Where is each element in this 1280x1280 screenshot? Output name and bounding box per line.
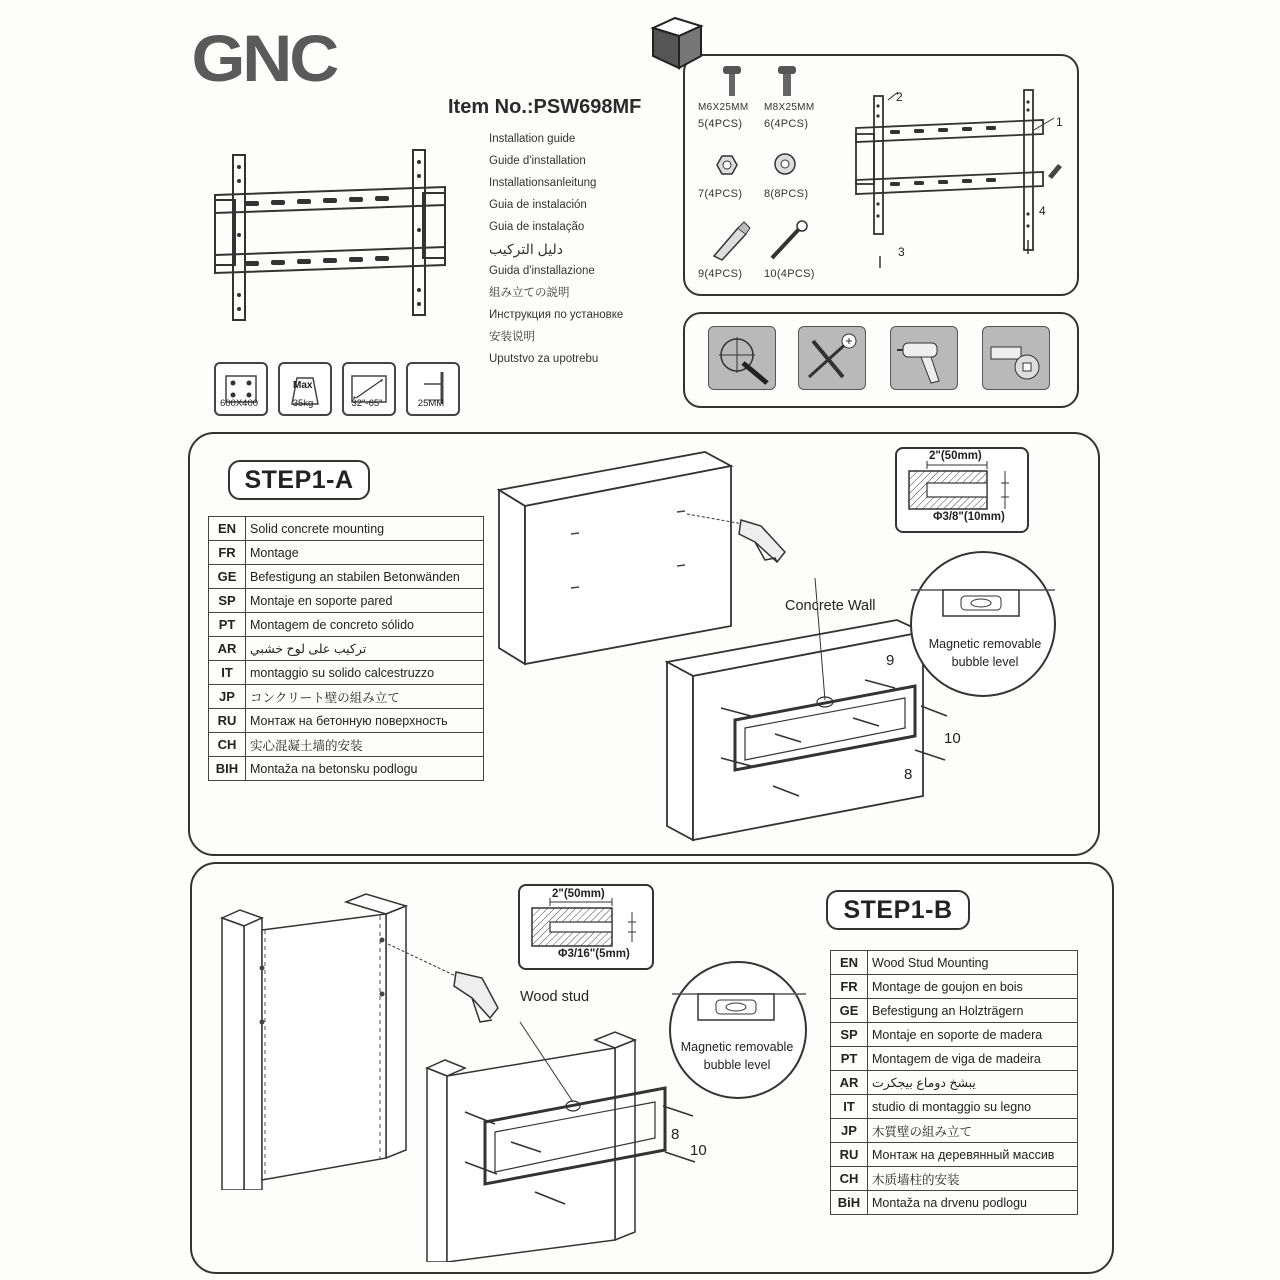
bubble-level-line2-a: bubble level <box>951 655 1019 669</box>
table-row <box>831 1023 1078 1047</box>
lang-text: Montage <box>246 541 484 565</box>
bracket-product-image <box>205 145 455 325</box>
table-row <box>209 589 484 613</box>
table-row <box>209 613 484 637</box>
part-7-qty: 7(4PCS) <box>698 188 743 200</box>
lang-code: EN <box>209 517 246 541</box>
lang-code: PT <box>209 613 246 637</box>
bracket-callout-2: 2 <box>896 90 903 104</box>
item-number: Item No.:PSW698MF <box>448 96 642 118</box>
guide-title-pt: Guia de instalação <box>489 221 585 233</box>
guide-title-ar: دليل التركيب <box>489 241 563 257</box>
lang-text: Befestigung an Holzträgern <box>868 999 1078 1023</box>
table-row <box>209 709 484 733</box>
table-row <box>209 685 484 709</box>
lang-code: SP <box>209 589 246 613</box>
spec-vesa-label: 600X400 <box>219 398 259 409</box>
wall-anchor-icon <box>706 218 752 262</box>
lang-text: Montaža na betonsku podlogu <box>246 757 484 781</box>
brand-logo: GNC <box>191 21 337 95</box>
guide-title-de: Installationsanleitung <box>489 177 597 189</box>
drill-depth-box-a <box>895 447 1029 533</box>
bubble-level-line2-b: bubble level <box>703 1058 771 1072</box>
lang-code: AR <box>831 1071 868 1095</box>
lang-code: EN <box>831 951 868 975</box>
guide-title-it: Guida d'installazione <box>489 265 595 277</box>
table-row <box>209 637 484 661</box>
table-row <box>831 1071 1078 1095</box>
part-5-qty: 5(4PCS) <box>698 118 743 130</box>
power-drill-icon <box>890 326 958 390</box>
package-box-icon <box>645 10 709 74</box>
part-6-qty: 6(4PCS) <box>764 118 809 130</box>
lang-code: FR <box>209 541 246 565</box>
lang-text: تركيب على لوح خشبي <box>246 637 484 661</box>
drill-diameter-label-a: Φ3/8"(10mm) <box>933 511 1005 523</box>
drill-depth-label-b: 2"(50mm) <box>552 888 605 900</box>
step1a-title: STEP1-A <box>228 460 370 500</box>
spec-depth-label: 25MM <box>417 398 445 409</box>
bracket-callout-1: 1 <box>1056 115 1063 129</box>
part-5-size: M6X25MM <box>698 102 749 113</box>
table-row <box>831 1095 1078 1119</box>
lang-code: SP <box>831 1023 868 1047</box>
table-row <box>831 1167 1078 1191</box>
callout-8: 8 <box>904 766 913 783</box>
nut-icon <box>712 152 742 178</box>
table-row <box>209 541 484 565</box>
spec-size-label: 32"-65" <box>351 398 383 409</box>
bracket-callout-4: 4 <box>1039 204 1046 218</box>
table-row <box>209 733 484 757</box>
lang-code: PT <box>831 1047 868 1071</box>
table-row <box>831 1047 1078 1071</box>
callout-10: 10 <box>944 730 961 747</box>
lang-code: BiH <box>831 1191 868 1215</box>
table-row <box>209 517 484 541</box>
spec-load-label: 35kg <box>292 398 314 409</box>
table-row <box>209 565 484 589</box>
part-8-qty: 8(8PCS) <box>764 188 809 200</box>
lang-code: AR <box>209 637 246 661</box>
lang-code: IT <box>831 1095 868 1119</box>
lang-text: Montaje en soporte pared <box>246 589 484 613</box>
lang-text: Montaje en soporte de madera <box>868 1023 1078 1047</box>
lang-code: GE <box>209 565 246 589</box>
table-row <box>831 1191 1078 1215</box>
table-row <box>209 757 484 781</box>
bubble-level-label-b <box>672 1038 802 1074</box>
guide-title-en: Installation guide <box>489 133 576 145</box>
bubble-level-zoom-b <box>662 958 816 1102</box>
bubble-level-label-a <box>919 635 1051 671</box>
lang-text: montaggio su solido calcestruzzo <box>246 661 484 685</box>
drill-depth-box-b <box>518 884 654 970</box>
guide-title-ru: Инструкция по установке <box>489 309 624 321</box>
lang-text: Montagem de concreto sólido <box>246 613 484 637</box>
bubble-level-zoom-a <box>905 550 1065 700</box>
bubble-level-line1-a: Magnetic removable <box>928 637 1042 651</box>
part-6-size: M8X25MM <box>764 102 815 113</box>
lang-text: studio di montaggio su legno <box>868 1095 1078 1119</box>
guide-language-list <box>489 128 689 370</box>
step1b-language-table <box>830 950 1078 1215</box>
lang-code: JP <box>831 1119 868 1143</box>
lang-code: BIH <box>209 757 246 781</box>
guide-title-ch: 安装说明 <box>489 331 535 343</box>
lang-text: يبشخ دوماع بيجكرت <box>868 1071 1078 1095</box>
lang-text: Befestigung an stabilen Betonwänden <box>246 565 484 589</box>
lang-code: RU <box>831 1143 868 1167</box>
lang-text: Montaža na drvenu podlogu <box>868 1191 1078 1215</box>
guide-title-bih: Uputstvo za upotrebu <box>489 353 599 365</box>
max-badge: Max <box>293 380 313 391</box>
guide-title-jp: 組み立ての説明 <box>489 287 570 299</box>
table-row <box>831 1143 1078 1167</box>
step1a-language-table <box>208 516 484 781</box>
table-row <box>831 1119 1078 1143</box>
screwdriver-wrench-icon <box>798 326 866 390</box>
lang-text: Монтаж на деревянный массив <box>868 1143 1078 1167</box>
level-tape-icon <box>982 326 1050 390</box>
mark-tool-icon <box>708 326 776 390</box>
bubble-level-line1-b: Magnetic removable <box>680 1040 794 1054</box>
lang-text: コンクリート壁の組み立て <box>246 685 484 709</box>
bolt-m6-icon <box>718 64 748 100</box>
drill-depth-label-a: 2"(50mm) <box>929 450 982 462</box>
lag-screw-icon <box>764 218 810 262</box>
table-row <box>831 975 1078 999</box>
part-10-qty: 10(4PCS) <box>764 268 815 280</box>
lang-code: CH <box>209 733 246 757</box>
washer-icon <box>770 150 800 178</box>
guide-title-fr: Guide d'installation <box>489 155 586 167</box>
lang-code: JP <box>209 685 246 709</box>
lang-code: FR <box>831 975 868 999</box>
bolt-m8-icon <box>773 64 803 100</box>
lang-text: 实心混凝土墙的安装 <box>246 733 484 757</box>
wood-callout-10: 10 <box>690 1142 707 1159</box>
wood-callout-8: 8 <box>671 1126 680 1143</box>
part-9-qty: 9(4PCS) <box>698 268 743 280</box>
lang-code: RU <box>209 709 246 733</box>
lang-text: 木质墙柱的安装 <box>868 1167 1078 1191</box>
bracket-callout-3: 3 <box>898 245 905 259</box>
lang-text: Montagem de viga de madeira <box>868 1047 1078 1071</box>
lang-text: Montage de goujon en bois <box>868 975 1078 999</box>
lang-text: 木質壁の組み立て <box>868 1119 1078 1143</box>
lang-text: Solid concrete mounting <box>246 517 484 541</box>
lang-text: Монтаж на бетонную поверхность <box>246 709 484 733</box>
table-row <box>209 661 484 685</box>
drill-diameter-label-b: Φ3/16"(5mm) <box>558 948 630 960</box>
guide-title-es: Guia de instalación <box>489 199 587 211</box>
bracket-exploded-diagram <box>848 84 1068 274</box>
table-row <box>831 951 1078 975</box>
step1b-title: STEP1-B <box>826 890 970 930</box>
lang-code: IT <box>209 661 246 685</box>
concrete-wall-label: Concrete Wall <box>785 598 876 614</box>
table-row <box>831 999 1078 1023</box>
wood-stud-label: Wood stud <box>520 989 590 1005</box>
lang-code: CH <box>831 1167 868 1191</box>
lang-code: GE <box>831 999 868 1023</box>
callout-9: 9 <box>886 652 895 669</box>
lang-text: Wood Stud Mounting <box>868 951 1078 975</box>
